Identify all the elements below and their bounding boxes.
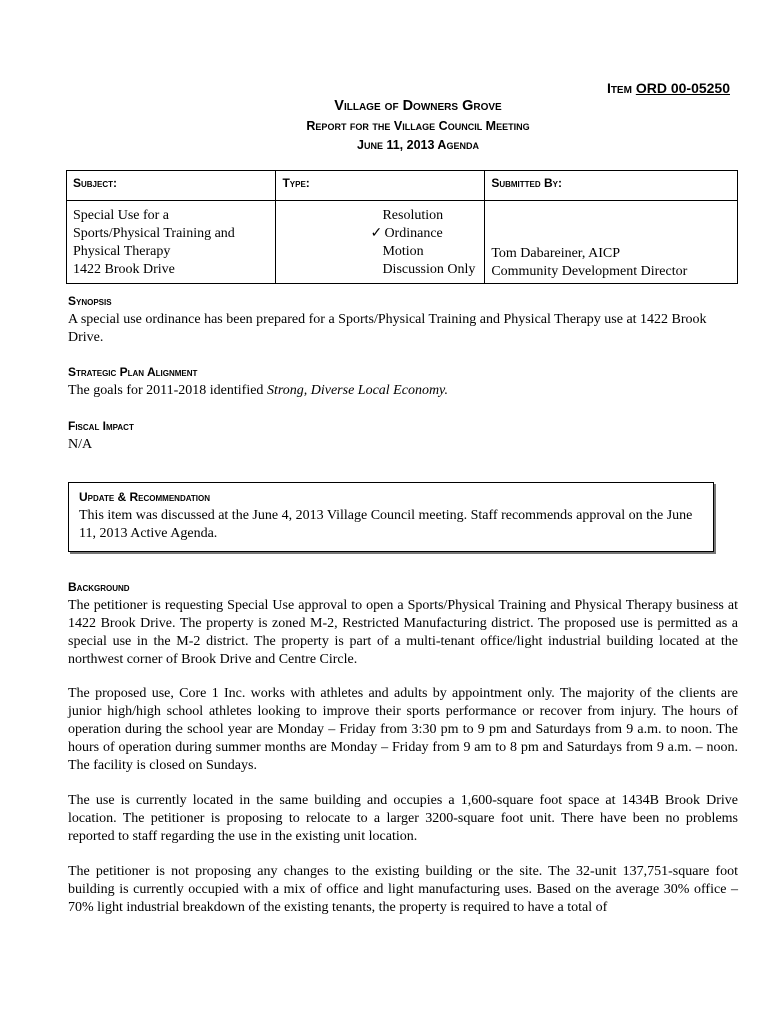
strategic-text: The goals for 2011-2018 identified Strong, Diverse Local Economy. — [68, 383, 449, 398]
subject-cell — [67, 201, 276, 284]
meta-table — [66, 170, 738, 284]
village-title: Village of Downers Grove — [334, 98, 502, 114]
strategic-goal: Strong, Diverse Local Economy. — [266, 383, 449, 398]
background-paragraph: The petitioner is not proposing any changes to the existing building or the site. The 32-unit 137,751-square foot building is currently occupied with a mix of office and light manufacturing uses. Based on the average 30% office – 70% light industrial breakdown of the existing tenants, the property is required to have a total of — [68, 864, 738, 915]
update-heading: Update & Recommendation — [79, 490, 211, 504]
type-option-motion: Motion — [382, 244, 424, 259]
fiscal-text: N/A — [68, 437, 93, 452]
subject-label: Subject: — [67, 171, 276, 201]
type-option-ordinance: ✓ Ordinance — [370, 226, 443, 241]
background-heading: Background — [68, 580, 130, 594]
type-option-discussion: Discussion Only — [382, 262, 476, 277]
item-code: ORD 00-05250 — [635, 80, 730, 96]
type-option-resolution: Resolution — [382, 208, 444, 223]
type-cell — [276, 201, 485, 284]
checkmark-icon: ✓ — [370, 226, 383, 241]
submitted-label: Submitted By: — [485, 171, 738, 201]
agenda-date: June 11, 2013 Agenda — [357, 138, 479, 152]
subject-line: Physical Therapy — [73, 244, 171, 259]
type-label: Type: — [276, 171, 485, 201]
update-text: This item was discussed at the June 4, 2013 Village Council meeting. Staff recommends approval on the June 11, 2013 Active Agenda. — [79, 508, 693, 541]
update-box — [68, 482, 714, 552]
synopsis-text: A special use ordinance has been prepared for a Sports/Physical Training and Physical Therapy use at 1422 Brook Drive. — [68, 312, 707, 345]
background-paragraph: The proposed use, Core 1 Inc. works with athletes and adults by appointment only. The majority of the clients are junior high/high school athletes looking to improve their sports performance or recover from injury. The hours of operation during the school year are Monday – Friday from 3:30 pm to 9 pm and Saturdays from 9 a.m. to noon. The hours of operation during summer months are Monday – Friday from 9 am to 8 pm and Saturdays from 9 a.m. – noon. The facility is closed on Sundays. — [68, 686, 738, 773]
fiscal-heading: Fiscal Impact — [68, 419, 134, 433]
item-number — [607, 80, 730, 96]
synopsis-heading: Synopsis — [68, 294, 112, 308]
item-prefix: Item — [606, 80, 636, 96]
subject-line: Sports/Physical Training and — [73, 226, 235, 241]
subject-line: Special Use for a — [73, 208, 170, 223]
report-title: Report for the Village Council Meeting — [306, 119, 530, 133]
strategic-heading: Strategic Plan Alignment — [68, 365, 198, 379]
submitter-title: Community Development Director — [491, 264, 688, 279]
submitter-name: Tom Dabareiner, AICP — [491, 246, 621, 261]
background-paragraph: The petitioner is requesting Special Use approval to open a Sports/Physical Training and Physical Therapy business at 1422 Brook Drive. The property is zoned M-2, Restricted Manufacturing district. The proposed use is permitted as a special use in the M-2 district. The property is part of a multi-tenant office/light industrial building located at the northwest corner of Brook Drive and Centre Circle. — [68, 598, 738, 667]
background-paragraph: The use is currently located in the same building and occupies a 1,600-square foot space at 1434B Brook Drive location. The petitioner is proposing to relocate to a larger 3200-square foot unit. There have been no problems reported to staff regarding the use in the existing unit location. — [68, 793, 738, 844]
subject-line: 1422 Brook Drive — [73, 262, 175, 277]
submitted-cell — [485, 201, 738, 284]
